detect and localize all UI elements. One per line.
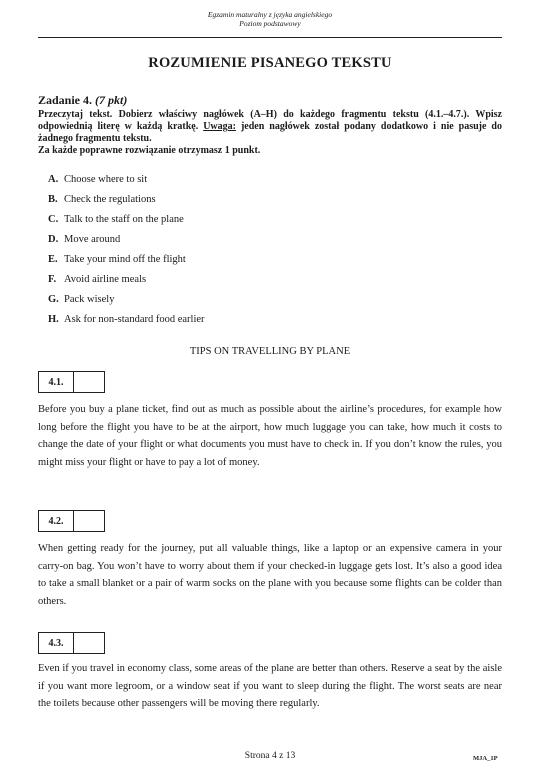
- task-heading: [38, 93, 127, 108]
- fragment-text-4-2: When getting ready for the journey, put all valuable things, like a laptop or an expensive camera in your carry-on bag. You won’t have to worry about them if your checked-in luggage gets lost. It’s also a good idea to take a small blanket or a pair of warm socks on the plane with you because some flights can be colder than others.: [38, 543, 502, 607]
- heading-item: [48, 274, 205, 294]
- heading-item: [48, 214, 205, 234]
- fragment-number: 4.2.: [39, 511, 74, 531]
- answer-box-4-1: [38, 371, 105, 393]
- task-points: (7 pkt): [95, 93, 128, 107]
- heading-letter: C.: [48, 214, 59, 225]
- page-number: Strona 4 z 13: [244, 751, 296, 761]
- heading-item: [48, 314, 205, 334]
- answer-field[interactable]: [74, 633, 104, 653]
- answer-box-4-2: [38, 510, 105, 532]
- answer-box-4-3: [38, 632, 105, 654]
- exam-header-line1: Egzamin maturalny z języka angielskiego: [207, 10, 333, 19]
- heading-item: [48, 174, 205, 194]
- heading-item: [48, 234, 205, 254]
- heading-item: [48, 194, 205, 214]
- fragment-text-4-3: Even if you travel in economy class, some areas of the plane are better than others. Reserve a seat by the aisle if you want more legroom, or a window seat if you want to sleep during the flight. The worst seats are near the toilets because other passengers will be moving there regularly.: [38, 663, 502, 710]
- headings-list: [48, 174, 205, 334]
- heading-letter: A.: [48, 174, 59, 185]
- heading-letter: H.: [48, 314, 59, 325]
- heading-letter: E.: [48, 254, 58, 265]
- fragment-text-4-1: Before you buy a plane ticket, find out as much as possible about the airline’s procedures, for example how long before the flight you have to be at the airport, how much luggage you can take, how much it costs to change the date of your flight or what documents you must have to check in. If you don’t know the rules, you might miss your flight or have to pay a lot of money.: [38, 404, 502, 468]
- answer-field[interactable]: [74, 511, 104, 531]
- heading-letter: G.: [48, 294, 59, 305]
- header-divider: [38, 37, 502, 38]
- heading-letter: B.: [48, 194, 58, 205]
- heading-item: [48, 294, 205, 314]
- heading-letter: F.: [48, 274, 57, 285]
- exam-header-line2: Poziom podstawowy: [239, 19, 301, 28]
- fragment-number: 4.1.: [39, 372, 74, 392]
- heading-text: Check the regulations: [64, 194, 156, 205]
- fragment-number: 4.3.: [39, 633, 74, 653]
- heading-text: Ask for non-standard food earlier: [64, 314, 205, 325]
- exam-code: MJA_1P: [473, 755, 498, 762]
- heading-text: Choose where to sit: [64, 174, 148, 185]
- instruction-part-c: Za każde poprawne rozwiązanie otrzymasz 1 punkt.: [38, 145, 261, 156]
- answer-field[interactable]: [74, 372, 104, 392]
- task-instruction: [38, 109, 502, 157]
- page-title: ROZUMIENIE PISANEGO TEKSTU: [148, 55, 392, 71]
- heading-text: Take your mind off the flight: [64, 254, 186, 265]
- heading-letter: D.: [48, 234, 59, 245]
- heading-item: [48, 254, 205, 274]
- heading-text: Move around: [64, 234, 121, 245]
- instruction-part-b: jeden nagłówek został podany dodatkowo i nie pasuje do żadnego fragmentu tekstu.: [38, 121, 502, 144]
- exam-header: [0, 10, 540, 28]
- section-title: TIPS ON TRAVELLING BY PLANE: [189, 346, 351, 357]
- instruction-part-a: Przeczytaj tekst. Dobierz właściwy nagłówek (A–H) do każdego fragmentu tekstu (4.1.–4.7.). Wpisz odpowiednią literę w każdą kratkę.: [38, 109, 502, 132]
- task-label: Zadanie 4.: [38, 93, 93, 107]
- heading-text: Pack wisely: [64, 294, 115, 305]
- heading-text: Talk to the staff on the plane: [64, 214, 184, 225]
- instruction-warning: Uwaga:: [203, 121, 236, 132]
- heading-text: Avoid airline meals: [64, 274, 147, 285]
